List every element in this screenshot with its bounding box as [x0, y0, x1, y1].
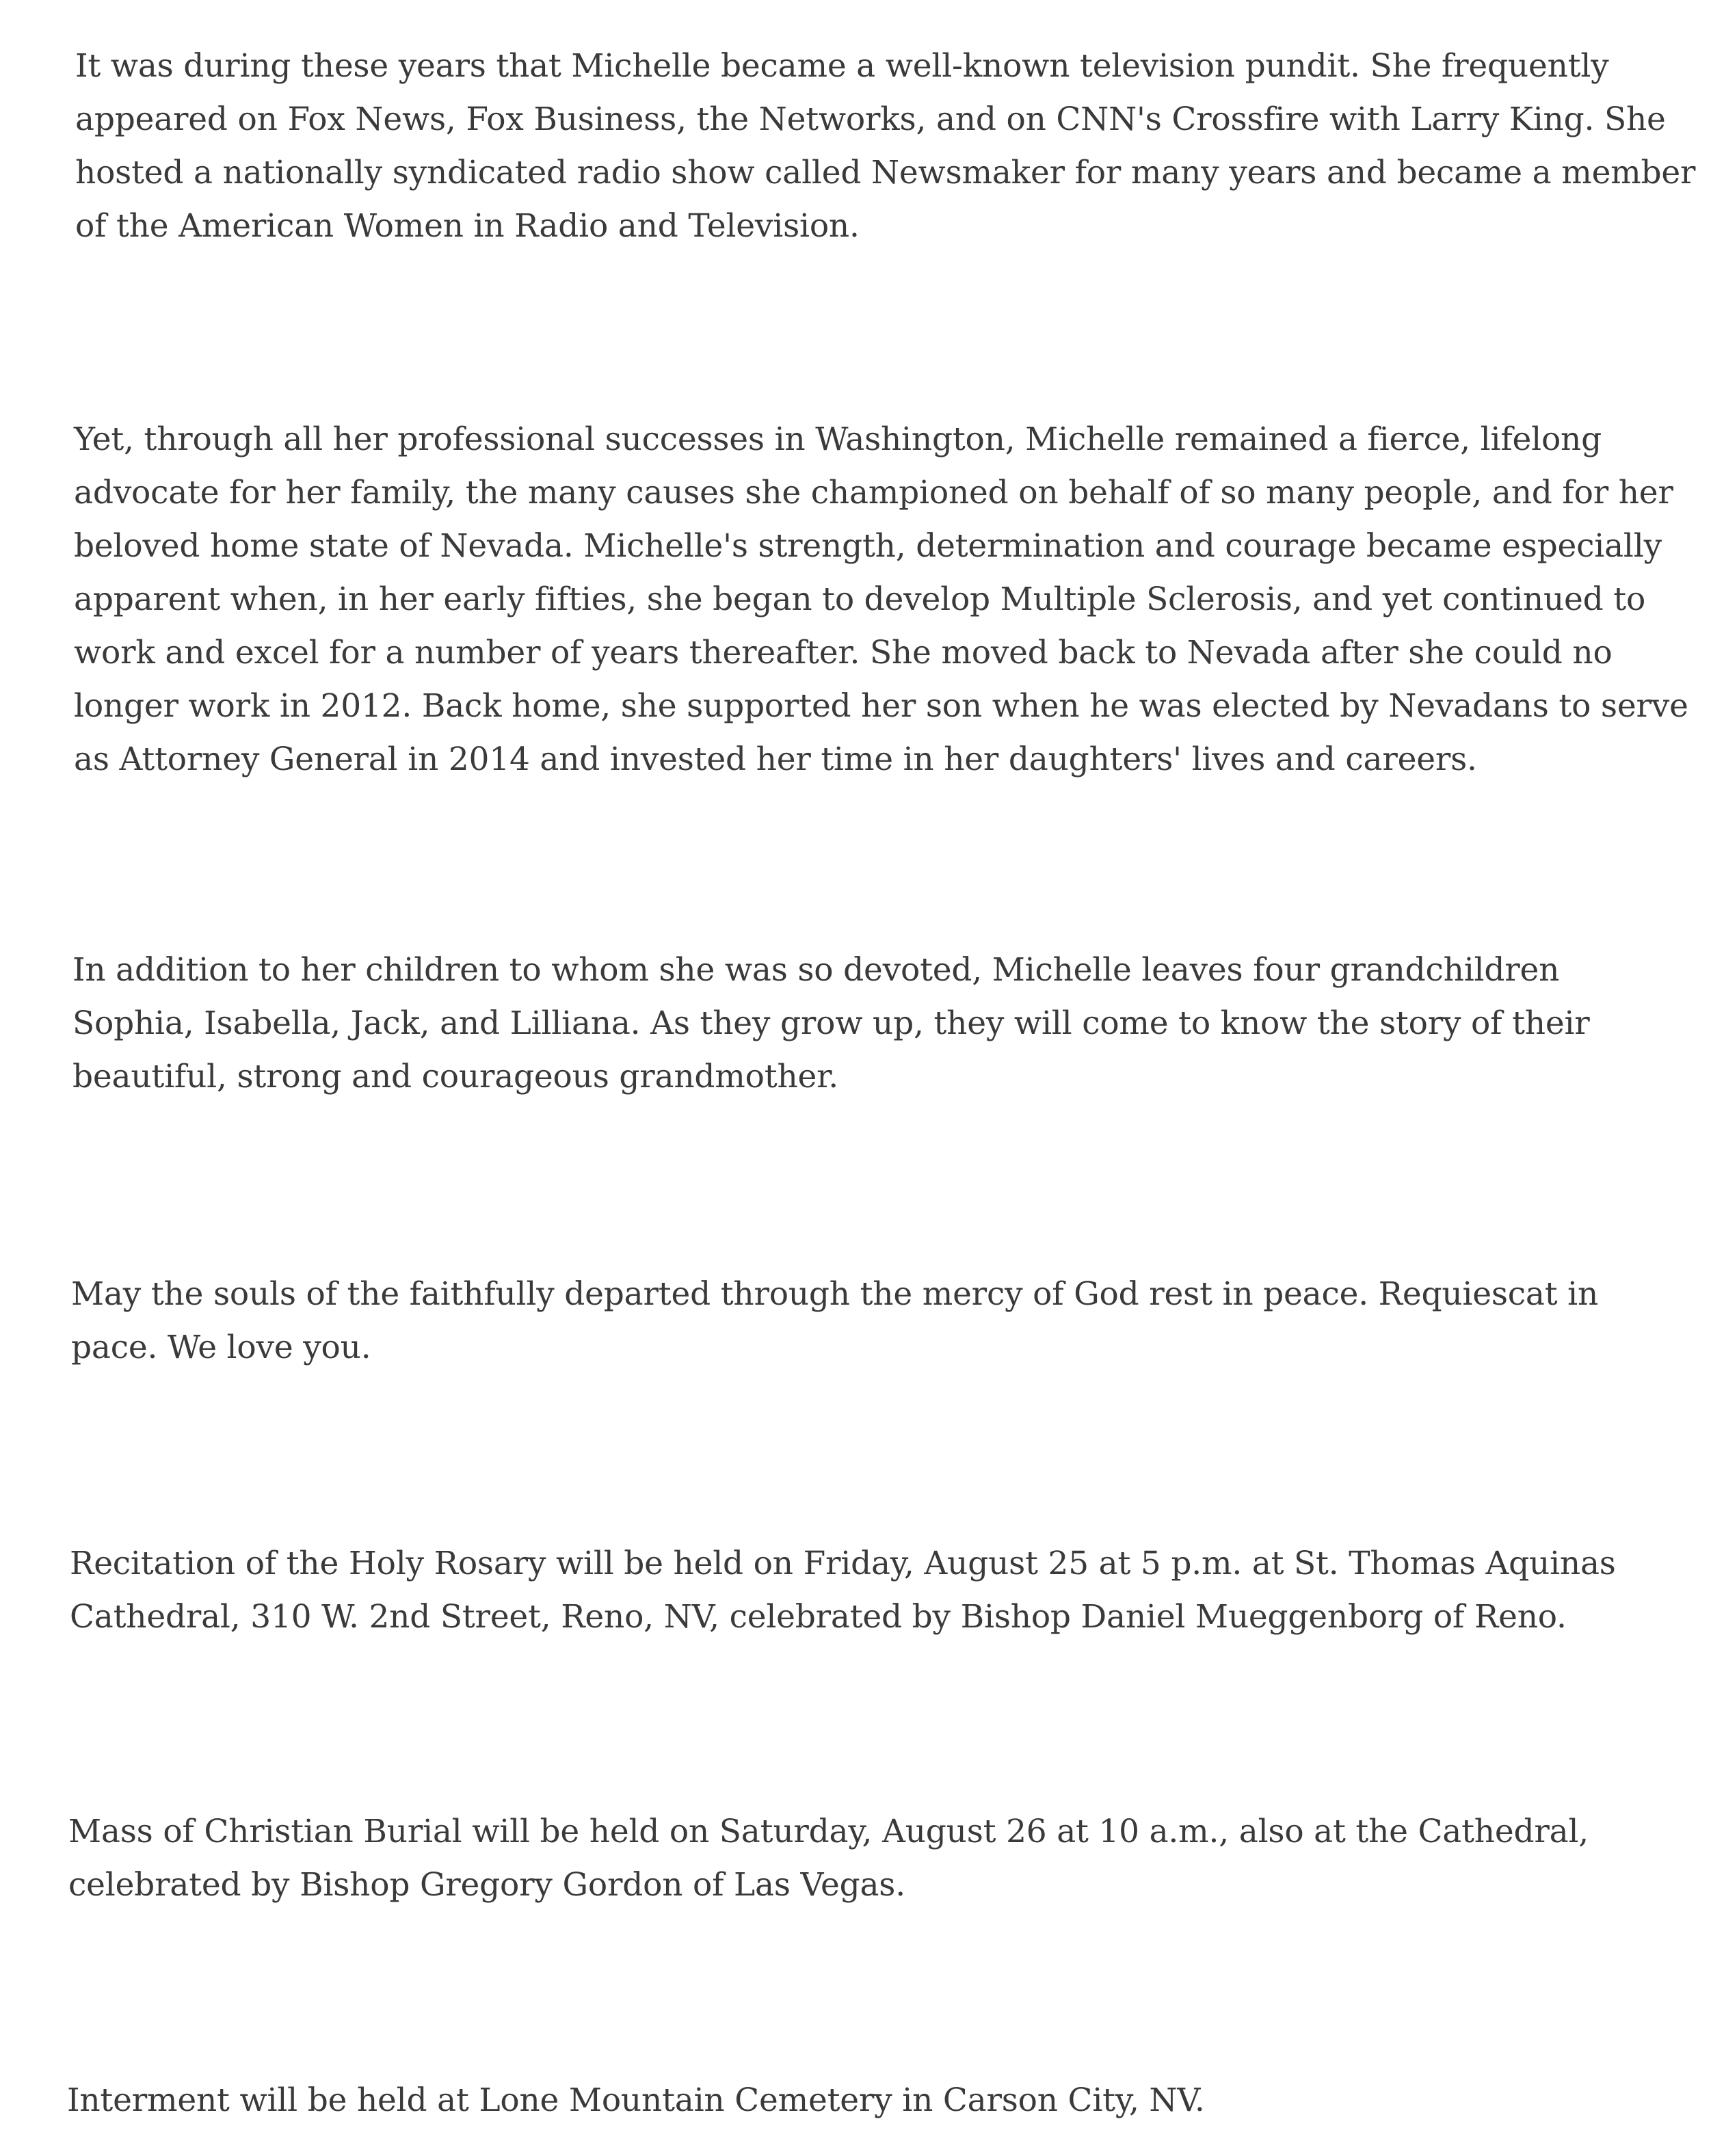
paragraph-rosary: Recitation of the Holy Rosary will be held on Friday, August 25 at 5 p.m. at St. Thomas Aquinas Cathedral, 310 W. 2nd Street, Reno, NV, celebrated by Bishop Daniel Mueggenborg of Reno. — [70, 1545, 1616, 1636]
paragraph-advocacy-nevada: Yet, through all her professional successes in Washington, Michelle remained a fierce, lifelong advocate for her family, the many causes she championed on behalf of so many people, and for her beloved home state of Nevada. Michelle's strength, determination and courage became especially apparent when, in her early fifties, she began to develop Multiple Sclerosis, and yet continued to work and excel for a number of years thereafter. She moved back to Nevada after she could no longer work in 2012. Back home, she supported her son when he was elected by Nevadans to serve as Attorney General in 2014 and invested her time in her daughters' lives and careers. — [74, 421, 1688, 778]
paragraph-career-pundit: It was during these years that Michelle became a well-known television pundit. She frequently appeared on Fox News, Fox Business, the Networks, and on CNN's Crossfire with Larry King. She hosted a nationally syndicated radio show called Newsmaker for many years and became a member of the American Women in Radio and Television. — [75, 47, 1696, 245]
paragraph-interment: Interment will be held at Lone Mountain Cemetery in Carson City, NV. — [67, 2081, 1205, 2119]
paragraph-grandchildren: In addition to her children to whom she was so devoted, Michelle leaves four grandchildren Sophia, Isabella, Jack, and Lilliana. As they grow up, they will come to know the story of their beautiful, strong and courageous grandmother. — [72, 951, 1590, 1095]
paragraph-prayer: May the souls of the faithfully departed through the mercy of God rest in peace. Requiescat in pace. We love you. — [71, 1275, 1599, 1366]
paragraph-mass: Mass of Christian Burial will be held on Saturday, August 26 at 10 a.m., also at the Cathedral, celebrated by Bishop Gregory Gordon of Las Vegas. — [68, 1813, 1589, 1904]
